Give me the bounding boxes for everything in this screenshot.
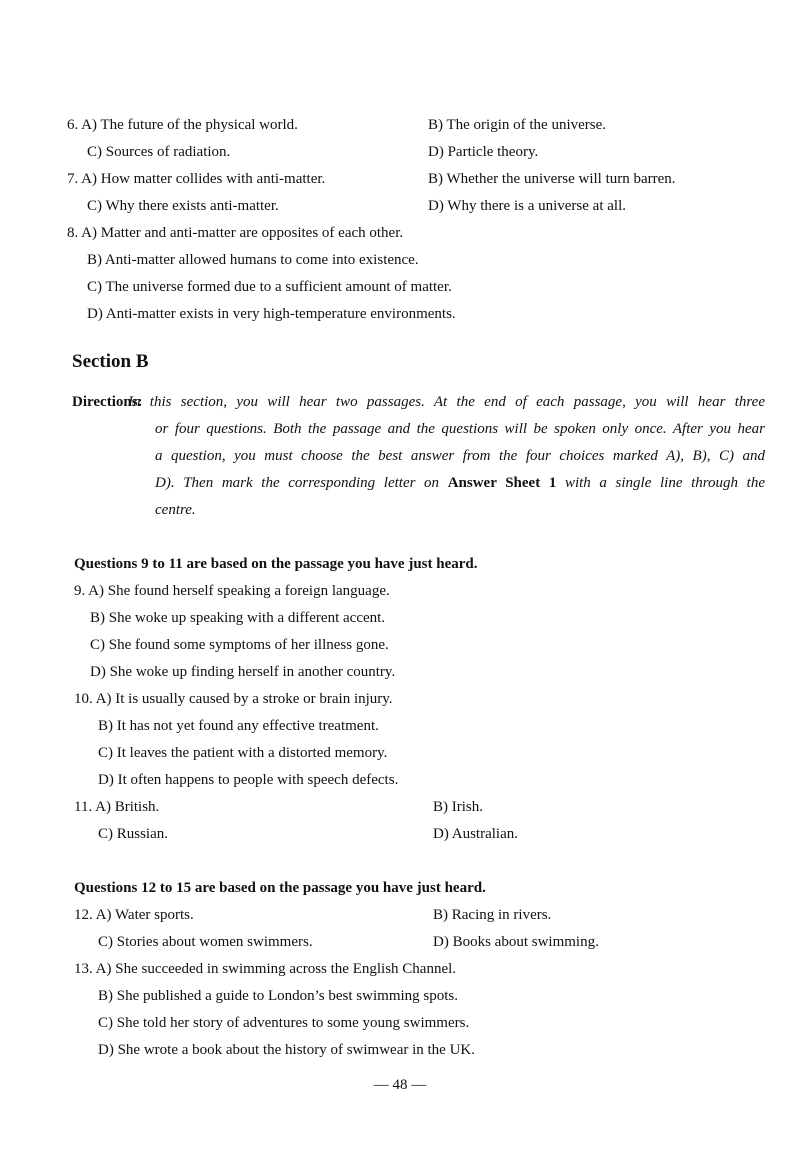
q6-option-c: C) Sources of radiation. <box>87 144 231 160</box>
directions-line-4 <box>155 474 765 492</box>
directions-label: Directions: <box>72 394 143 410</box>
q9-option-d: D) She woke up finding herself in another country. <box>90 664 396 680</box>
q8-option-b: B) Anti-matter allowed humans to come into existence. <box>87 252 419 268</box>
q11-option-c: C) Russian. <box>98 826 169 842</box>
q12-option-d: D) Books about swimming. <box>433 934 599 950</box>
q9-option-a: 9. A) She found herself speaking a foreign language. <box>74 583 390 599</box>
passage-2-header: Questions 12 to 15 are based on the passage you have just heard. <box>74 880 486 896</box>
q11-option-d: D) Australian. <box>433 826 518 842</box>
q8-option-c: C) The universe formed due to a sufficient amount of matter. <box>87 279 452 295</box>
q7-option-b: B) Whether the universe will turn barren. <box>428 171 676 187</box>
directions-line-4-head: D). Then mark the corresponding letter on <box>155 475 440 491</box>
q12-option-a: 12. A) Water sports. <box>74 907 194 923</box>
passage-1-header: Questions 9 to 11 are based on the passage you have just heard. <box>74 556 478 572</box>
q6-option-b: B) The origin of the universe. <box>428 117 607 133</box>
directions-line-5: centre. <box>155 502 196 518</box>
directions-line-3: a question, you must choose the best answer from the four choices marked A), B), C) and <box>155 448 765 464</box>
directions-line-4-tail: with a single line through the <box>564 475 766 491</box>
q6-option-d: D) Particle theory. <box>428 144 539 160</box>
q11-option-b: B) Irish. <box>433 799 483 815</box>
q10-option-c: C) It leaves the patient with a distorted memory. <box>98 745 388 761</box>
q6-option-a: 6. A) The future of the physical world. <box>67 117 298 133</box>
q12-option-c: C) Stories about women swimmers. <box>98 934 313 950</box>
q9-option-c: C) She found some symptoms of her illness gone. <box>90 637 389 653</box>
q10-option-d: D) It often happens to people with speech defects. <box>98 772 399 788</box>
q12-option-b: B) Racing in rivers. <box>433 907 552 923</box>
q7-option-c: C) Why there exists anti-matter. <box>87 198 279 214</box>
directions-line-1: In this section, you will hear two passages. At the end of each passage, you will hear three <box>128 394 765 410</box>
q9-option-b: B) She woke up speaking with a different accent. <box>90 610 386 626</box>
answer-sheet-ref: Answer Sheet 1 <box>447 475 557 491</box>
q13-option-a: 13. A) She succeeded in swimming across the English Channel. <box>74 961 457 977</box>
page-number: — 48 — <box>373 1077 427 1093</box>
q11-option-a: 11. A) British. <box>74 799 160 815</box>
q8-option-a: 8. A) Matter and anti-matter are opposites of each other. <box>67 225 404 241</box>
q7-option-d: D) Why there is a universe at all. <box>428 198 626 214</box>
q13-option-c: C) She told her story of adventures to some young swimmers. <box>98 1015 470 1031</box>
q10-option-b: B) It has not yet found any effective treatment. <box>98 718 379 734</box>
section-b-title: Section B <box>72 351 149 372</box>
q8-option-d: D) Anti-matter exists in very high-temperature environments. <box>87 306 456 322</box>
q13-option-b: B) She published a guide to London’s best swimming spots. <box>98 988 458 1004</box>
q13-option-d: D) She wrote a book about the history of swimwear in the UK. <box>98 1042 476 1058</box>
q7-option-a: 7. A) How matter collides with anti-matter. <box>67 171 326 187</box>
q10-option-a: 10. A) It is usually caused by a stroke or brain injury. <box>74 691 393 707</box>
directions-line-2: or four questions. Both the passage and the questions will be spoken only once. After you hear <box>155 421 765 437</box>
